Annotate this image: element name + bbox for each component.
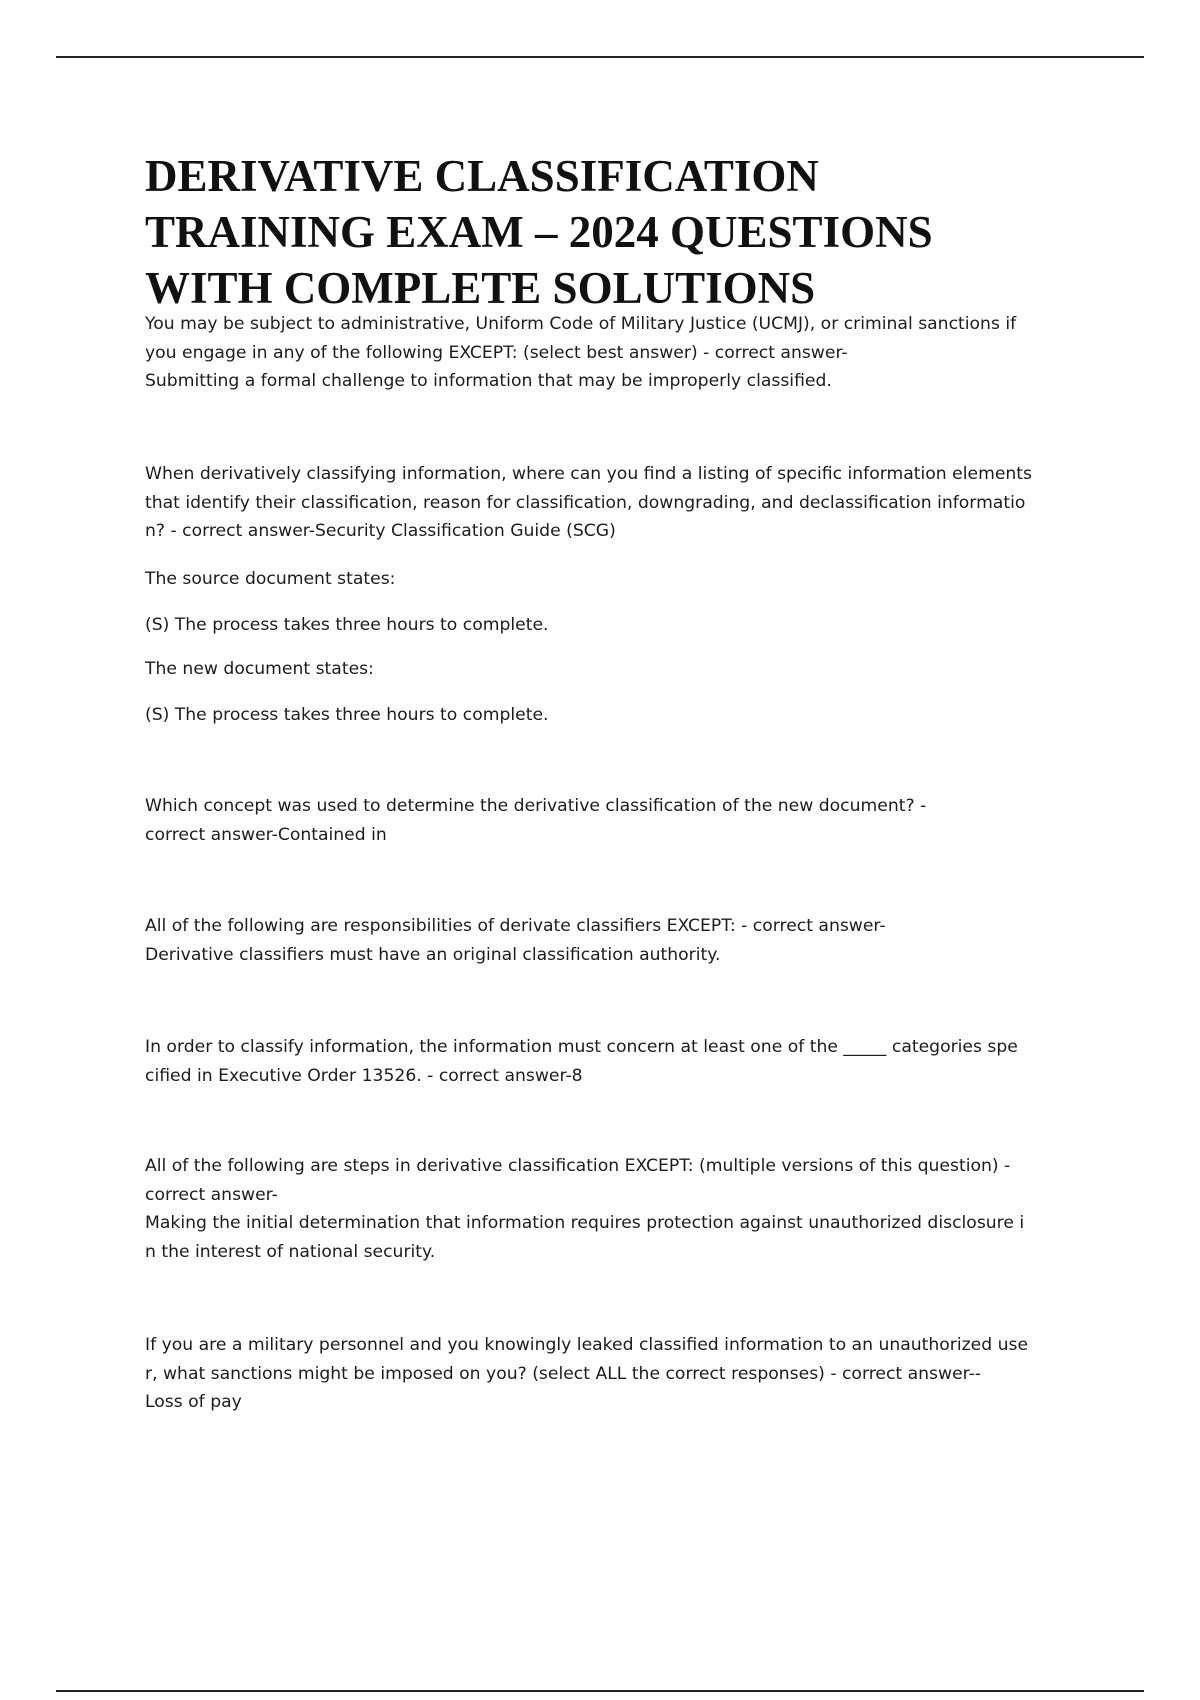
text-line: You may be subject to administrative, Uniform Code of Military Justice (UCMJ), or criminal sanctions if [145,314,1017,334]
text-line: r, what sanctions might be imposed on you? (select ALL the correct responses) - correct answer-- [145,1363,982,1384]
text-line: n? - correct answer-Security Classification Guide (SCG) [145,521,616,541]
text-line: (S) The process takes three hours to complete. [145,705,549,725]
text-line: All of the following are responsibilities of derivate classifiers EXCEPT: - correct answer- [145,916,886,936]
source-document-label [145,565,1085,594]
text-line: n the interest of national security. [145,1241,436,1262]
question-block-7 [145,1331,1085,1417]
new-document-statement [145,701,1085,730]
bottom-rule [56,1690,1144,1692]
text-line: cified in Executive Order 13526. - correct answer-8 [145,1065,583,1086]
text-line: The source document states: [145,569,396,589]
question-block-5 [145,1033,1085,1090]
text-line: Derivative classifiers must have an original classification authority. [145,944,721,965]
new-document-label [145,655,1085,684]
text-line: In order to classify information, the information must concern at least one of the _____ categories spe [145,1037,1018,1057]
document-title [145,148,1125,316]
top-rule [56,56,1144,58]
question-block-6 [145,1152,1085,1266]
text-line: If you are a military personnel and you knowingly leaked classified information to an unauthorized use [145,1335,1029,1355]
text-line: Which concept was used to determine the derivative classification of the new document? - [145,796,927,816]
text-line: that identify their classification, reason for classification, downgrading, and declassification informatio [145,492,1026,513]
text-line: correct answer- [145,1184,278,1205]
text-line: When derivatively classifying information, where can you find a listing of specific information elements [145,464,1032,484]
question-block-2 [145,460,1085,546]
question-block-3 [145,792,1085,849]
text-line: Loss of pay [145,1392,242,1412]
source-document-statement [145,611,1085,640]
question-block-1 [145,310,1085,396]
title-line: TRAINING EXAM – 2024 QUESTIONS [145,207,933,257]
text-line: you engage in any of the following EXCEPT: (select best answer) - correct answer- [145,342,848,363]
text-line: Submitting a formal challenge to information that may be improperly classified. [145,371,832,391]
text-line: Making the initial determination that information requires protection against unauthorized disclosure i [145,1213,1025,1233]
question-block-4 [145,912,1085,969]
text-line: All of the following are steps in derivative classification EXCEPT: (multiple versions of this question) - [145,1156,1011,1176]
text-line: The new document states: [145,659,374,679]
title-line: DERIVATIVE CLASSIFICATION [145,151,819,201]
text-line: correct answer-Contained in [145,824,387,845]
text-line: (S) The process takes three hours to complete. [145,615,549,635]
title-line: WITH COMPLETE SOLUTIONS [145,263,816,313]
